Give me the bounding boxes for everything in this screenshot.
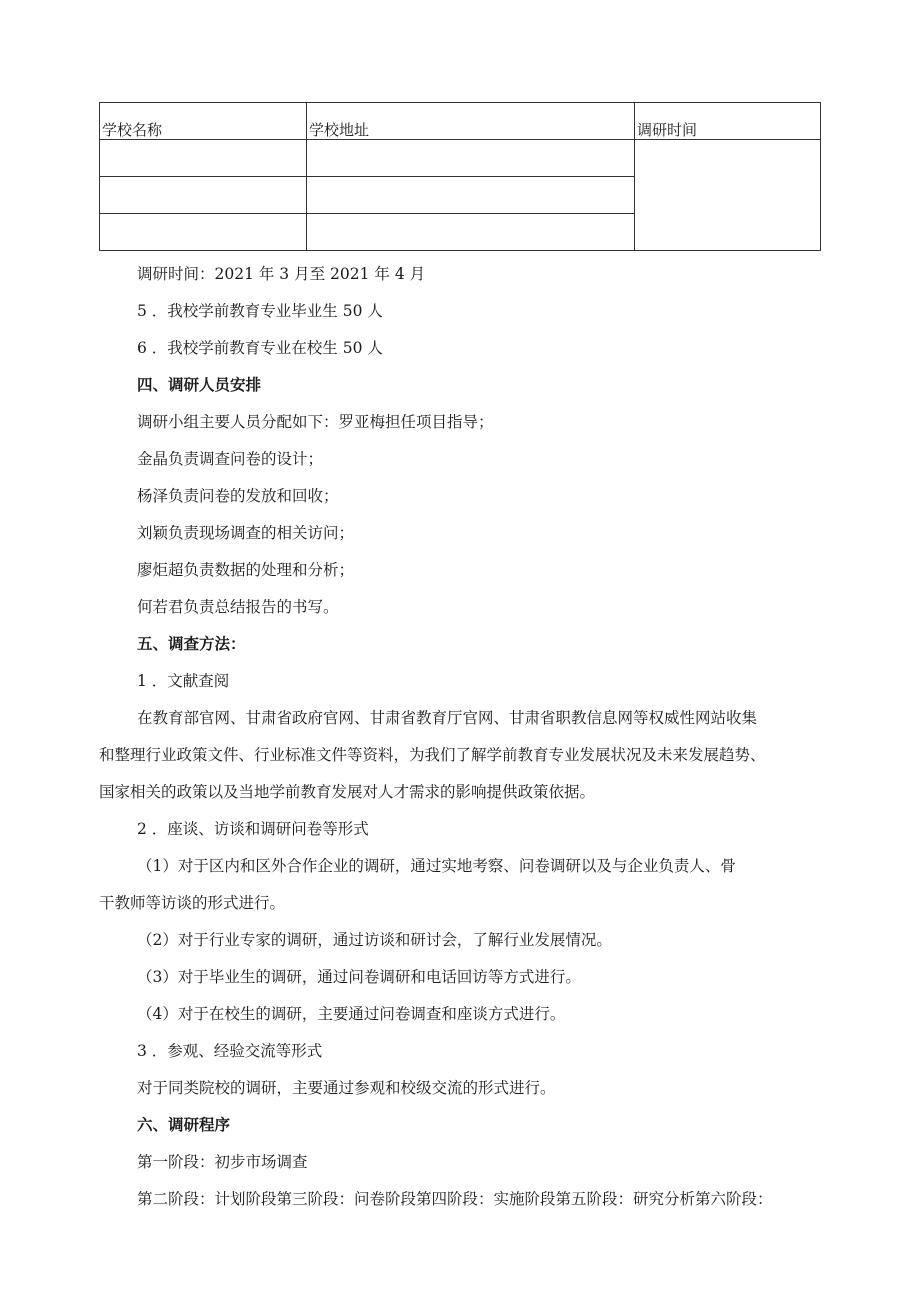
section6-line: 第二阶段：计划阶段第三阶段：问卷阶段第四阶段：实施阶段第五阶段：研究分析第六阶段： <box>137 1190 773 1208</box>
section4-heading: 四、调研人员安排 <box>137 375 262 394</box>
table-cell <box>100 177 307 214</box>
method2-item: （2）对于行业专家的调研，通过访谈和研讨会，了解行业发展情况。 <box>137 931 612 949</box>
table-cell <box>307 214 635 251</box>
school-info-table <box>99 102 821 251</box>
section4-line: 廖炬超负责数据的处理和分析； <box>137 561 355 579</box>
section4-line: 金晶负责调查问卷的设计； <box>137 450 324 468</box>
section6-heading: 六、调研程序 <box>137 1115 231 1134</box>
section4-line: 调研小组主要人员分配如下：罗亚梅担任项目指导； <box>137 413 494 431</box>
section4-line: 何若君负责总结报告的书写。 <box>137 598 339 616</box>
item-6: 6 ．我校学前教育专业在校生 50 人 <box>137 339 383 357</box>
section4-line: 刘颖负责现场调查的相关访问； <box>137 524 355 542</box>
method2-item: 干教师等访谈的形式进行。 <box>99 894 286 912</box>
method3-para: 对于同类院校的调研，主要通过参观和校级交流的形式进行。 <box>137 1079 556 1097</box>
header-school-address: 学校地址 <box>307 103 635 140</box>
survey-time-line: 调研时间：2021 年 3 月至 2021 年 4 月 <box>137 265 426 283</box>
table-row <box>100 140 821 177</box>
method2-item: （4）对于在校生的调研，主要通过问卷调查和座谈方式进行。 <box>137 1005 566 1023</box>
method2-item: （3）对于毕业生的调研，通过问卷调研和电话回访等方式进行。 <box>137 968 581 986</box>
section4-line: 杨泽负责问卷的发放和回收； <box>137 487 339 505</box>
header-school-name: 学校名称 <box>100 103 307 140</box>
method2-title: 2 ．座谈、访谈和调研问卷等形式 <box>137 820 369 838</box>
method3-title: 3 ．参观、经验交流等形式 <box>137 1042 323 1060</box>
section5-heading: 五、调查方法： <box>137 634 246 653</box>
table-cell-merged <box>635 140 821 251</box>
method1-para-line: 在教育部官网、甘肃省政府官网、甘肃省教育厅官网、甘肃省职教信息网等权威性网站收集 <box>137 709 758 727</box>
section6-line: 第一阶段：初步市场调查 <box>137 1153 308 1171</box>
method1-title: 1 ．文献查阅 <box>137 672 230 690</box>
method1-para-line: 和整理行业政策文件、行业标准文件等资料，为我们了解学前教育专业发展状况及未来发展趋势、 <box>99 746 766 764</box>
method2-item: （1）对于区内和区外合作企业的调研，通过实地考察、问卷调研以及与企业负责人、骨 <box>137 857 736 875</box>
method1-para-line: 国家相关的政策以及当地学前教育发展对人才需求的影响提供政策依据。 <box>99 783 596 801</box>
table-cell <box>307 140 635 177</box>
table-header-row <box>100 103 821 140</box>
item-5: 5 ．我校学前教育专业毕业生 50 人 <box>137 302 383 320</box>
table-cell <box>307 177 635 214</box>
table-cell <box>100 140 307 177</box>
table-cell <box>100 214 307 251</box>
header-survey-time: 调研时间 <box>635 103 821 140</box>
